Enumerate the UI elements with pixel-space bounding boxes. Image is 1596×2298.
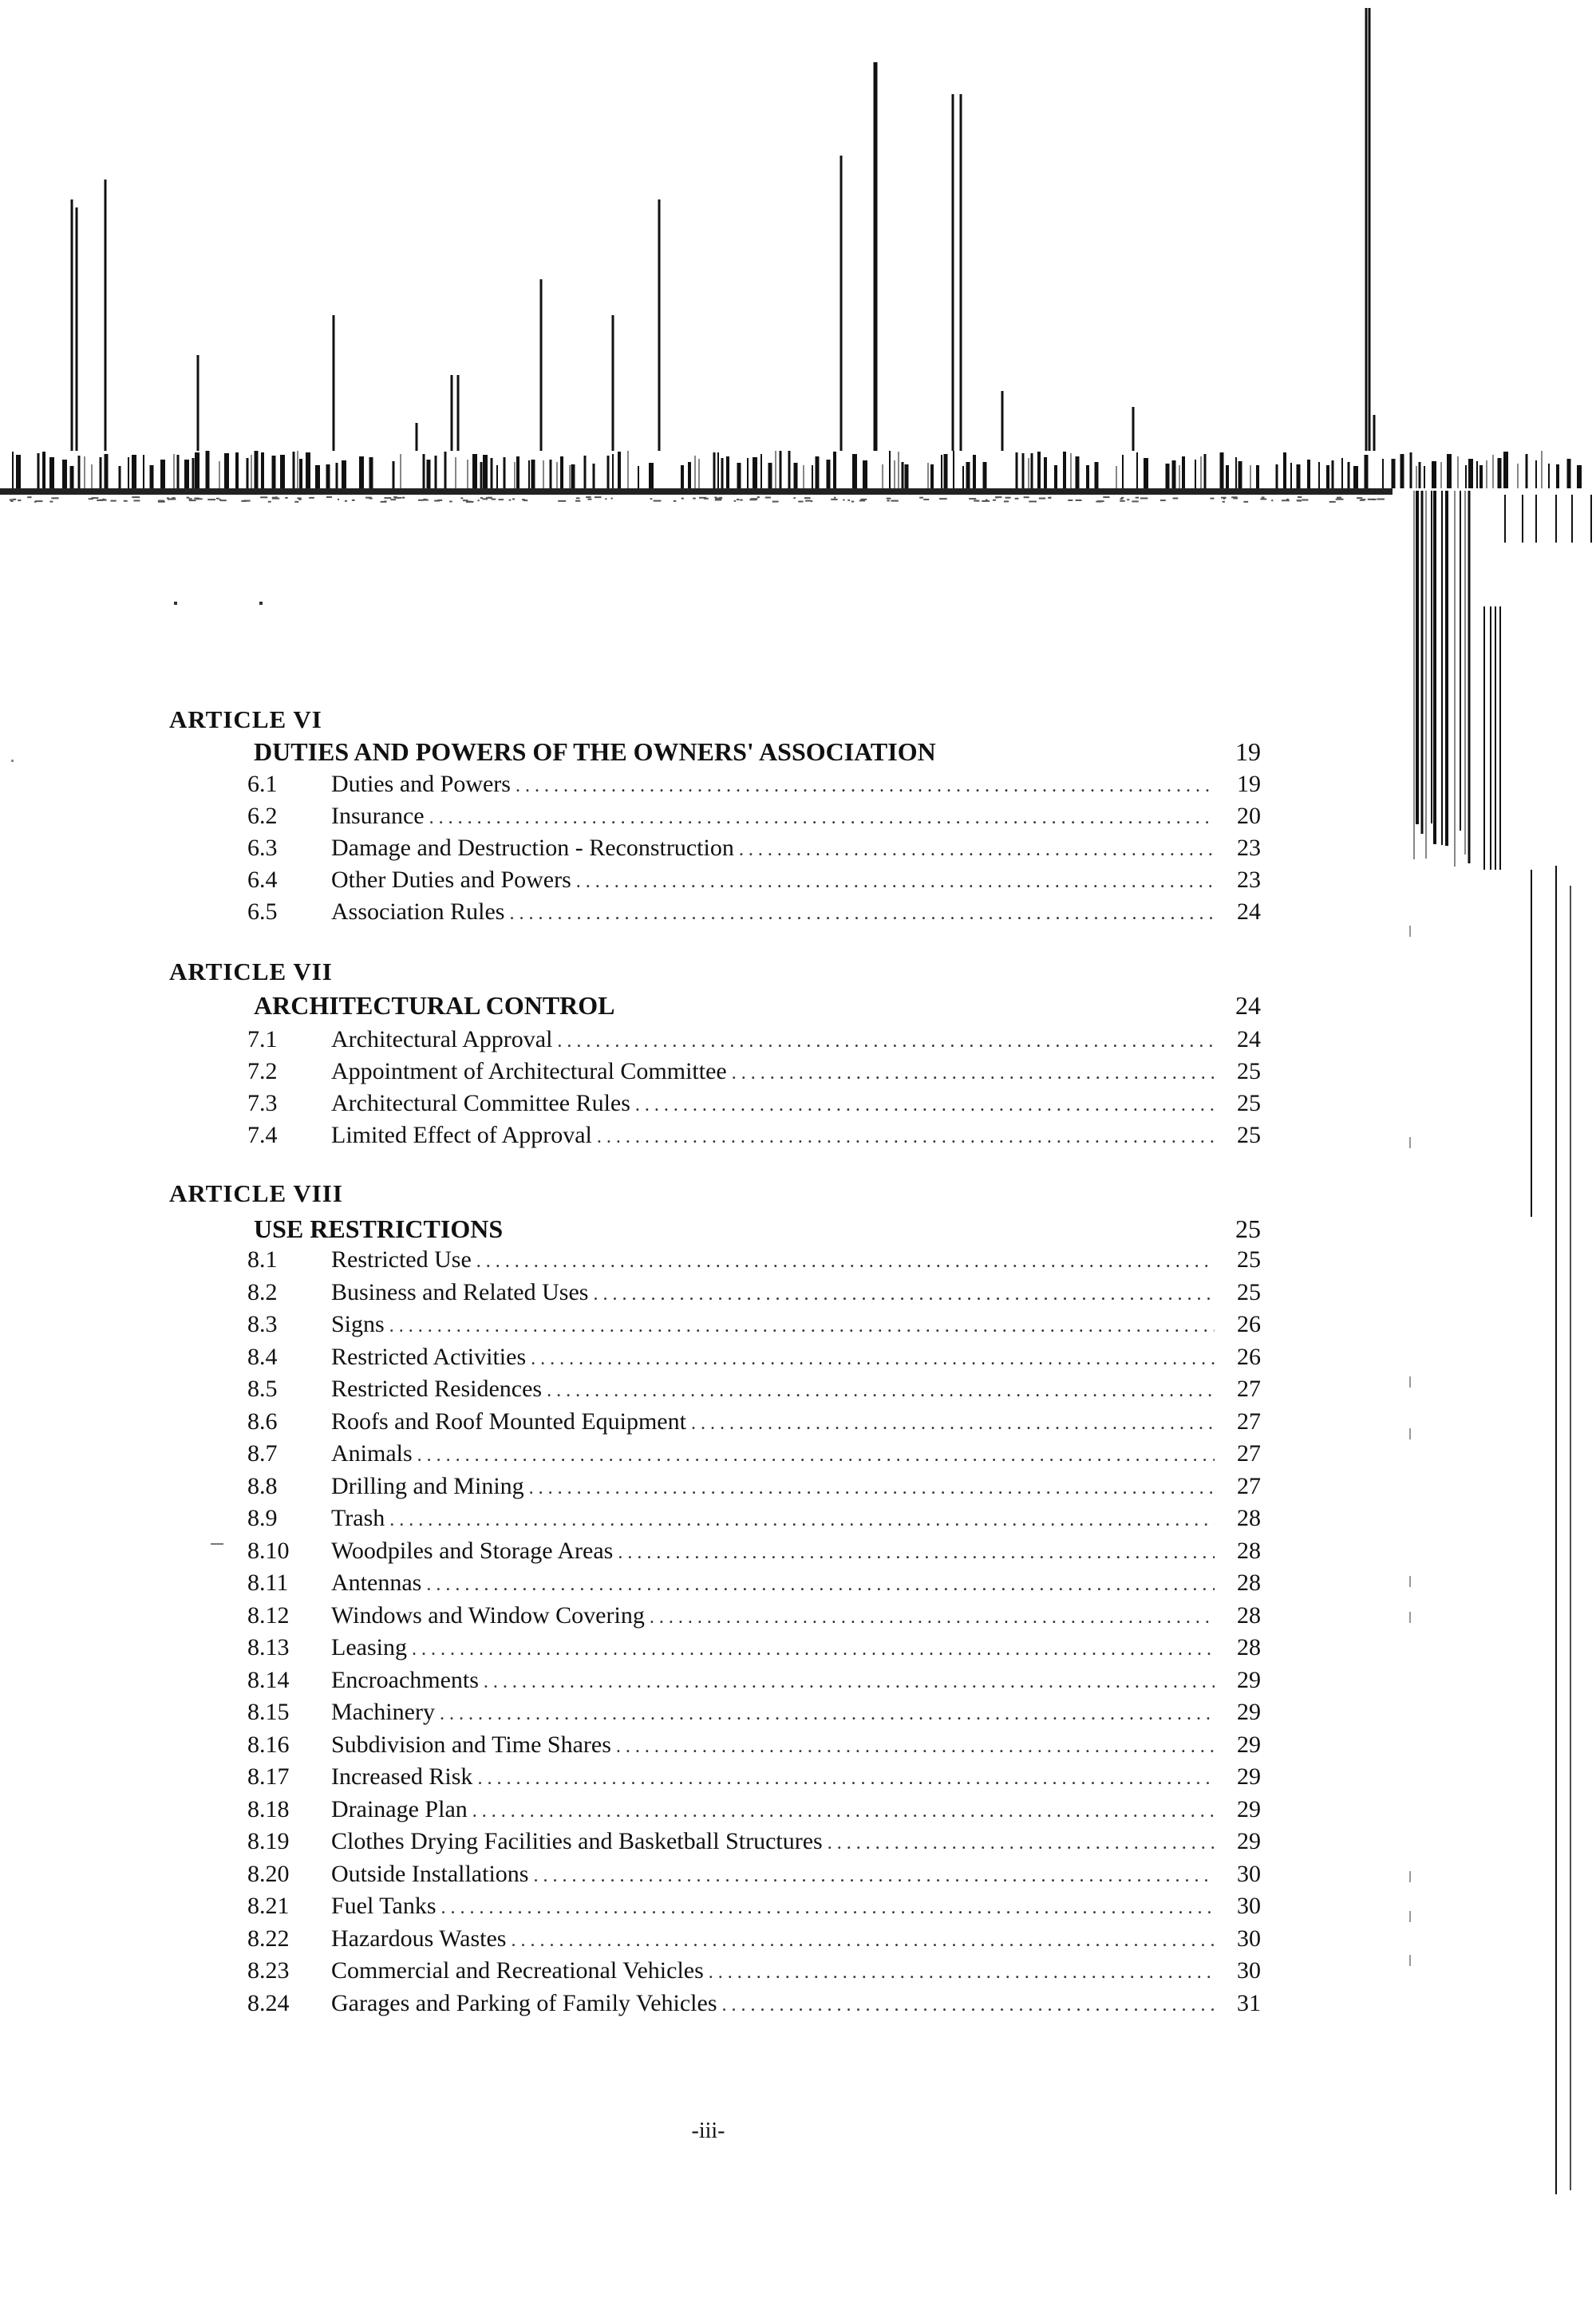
entry-number: 7.2 (247, 1058, 278, 1084)
entry-title: Appointment of Architectural Committee . . . (331, 1058, 1215, 1085)
entry-page: 29 (1237, 1731, 1261, 1758)
entry-number: 8.4 (247, 1343, 278, 1370)
article-title-row (254, 1214, 1261, 1246)
entry-number: 8.24 (247, 1989, 290, 2016)
entry-title: Subdivision and Time Shares . . . (331, 1731, 1215, 1759)
entry-number: 8.20 (247, 1860, 290, 1887)
entry-page: 28 (1237, 1601, 1261, 1629)
toc-entry (247, 1473, 1261, 1505)
toc-entry (247, 1699, 1261, 1731)
entry-number: 7.4 (247, 1122, 278, 1148)
entry-page: 29 (1237, 1666, 1261, 1693)
entry-title: Machinery . . . (331, 1699, 1215, 1726)
toc-entry (247, 1279, 1261, 1311)
entry-page: 24 (1237, 1026, 1261, 1052)
entry-title: Restricted Residences . . . (331, 1376, 1215, 1403)
entry-title: Drilling and Mining . . . (331, 1473, 1215, 1500)
article-title-row (254, 737, 1261, 769)
entry-page: 26 (1237, 1343, 1261, 1370)
entry-title: Architectural Committee Rules . . . (331, 1090, 1215, 1117)
entry-title: Clothes Drying Facilities and Basketball Structures . . . (331, 1828, 1215, 1855)
entry-page: 29 (1237, 1795, 1261, 1822)
entry-page: 30 (1237, 1957, 1261, 1984)
toc-entry (247, 1026, 1261, 1058)
entry-page: 30 (1237, 1860, 1261, 1887)
toc-entry (247, 835, 1261, 867)
entry-page: 28 (1237, 1634, 1261, 1660)
entry-title: Increased Risk . . . (331, 1763, 1215, 1791)
entry-title: Outside Installations . . . (331, 1861, 1215, 1888)
article-title-page: 25 (1235, 1214, 1261, 1243)
entry-title: Drainage Plan . . . (331, 1796, 1215, 1823)
toc-entry (247, 1893, 1261, 1925)
toc-entry (247, 1602, 1261, 1634)
entry-page: 26 (1237, 1311, 1261, 1337)
article-title-row (254, 991, 1261, 1023)
article-title: DUTIES AND POWERS OF THE OWNERS' ASSOCIATION (254, 737, 936, 766)
entry-number: 8.5 (247, 1376, 278, 1402)
toc-entry (247, 771, 1261, 803)
entry-title: Woodpiles and Storage Areas . . . (331, 1538, 1215, 1565)
toc-entry (247, 1731, 1261, 1763)
entry-title: Architectural Approval . . . (331, 1026, 1215, 1053)
entry-page: 25 (1237, 1246, 1261, 1273)
toc-entry (247, 1763, 1261, 1795)
toc-entry (247, 1538, 1261, 1570)
entry-page: 25 (1237, 1122, 1261, 1148)
article-heading: ARTICLE VII (169, 958, 333, 985)
toc-entry (247, 1957, 1261, 1989)
article-heading: ARTICLE VIII (169, 1179, 343, 1207)
toc-entry (247, 1570, 1261, 1601)
entry-page: 30 (1237, 1925, 1261, 1952)
entry-title: Insurance . . . (331, 803, 1215, 830)
toc-entry (247, 1246, 1261, 1278)
entry-title: Hazardous Wastes . . . (331, 1925, 1215, 1953)
entry-title: Trash . . . (331, 1505, 1215, 1532)
entry-number: 8.23 (247, 1957, 290, 1984)
entry-title: Garages and Parking of Family Vehicles . . . (331, 1990, 1215, 2017)
entry-number: 6.5 (247, 898, 278, 925)
entry-number: 8.13 (247, 1634, 290, 1660)
entry-number: 8.15 (247, 1699, 290, 1725)
toc-entry (247, 1090, 1261, 1122)
toc-entry (247, 1311, 1261, 1343)
entry-page: 24 (1237, 898, 1261, 925)
toc-entry (247, 1058, 1261, 1090)
entry-title: Duties and Powers . . . (331, 771, 1215, 798)
toc-entry (247, 1440, 1261, 1472)
entry-number: 7.3 (247, 1090, 278, 1116)
toc-entry (247, 1861, 1261, 1893)
article-title: USE RESTRICTIONS (254, 1214, 504, 1243)
entry-number: 8.2 (247, 1278, 278, 1305)
toc-entry (247, 1990, 1261, 2022)
entry-title: Signs . . . (331, 1311, 1215, 1338)
entry-page: 29 (1237, 1763, 1261, 1790)
entry-number: 8.7 (247, 1440, 278, 1467)
entry-page: 23 (1237, 835, 1261, 861)
entry-page: 28 (1237, 1537, 1261, 1564)
article-title: ARCHITECTURAL CONTROL (254, 991, 615, 1020)
entry-page: 25 (1237, 1090, 1261, 1116)
entry-page: 27 (1237, 1408, 1261, 1435)
entry-number: 8.19 (247, 1828, 290, 1854)
toc-entry (247, 803, 1261, 835)
entry-number: 6.1 (247, 771, 278, 797)
entry-title: Windows and Window Covering . . . (331, 1602, 1215, 1629)
article-heading: ARTICLE VI (169, 705, 322, 733)
toc-entry (247, 1634, 1261, 1666)
entry-number: 7.1 (247, 1026, 278, 1052)
entry-title: Encroachments . . . (331, 1667, 1215, 1694)
entry-title: Commercial and Recreational Vehicles . . . (331, 1957, 1215, 1984)
entry-title: Damage and Destruction - Reconstruction . . . (331, 835, 1215, 862)
entry-title: Animals . . . (331, 1440, 1215, 1467)
entry-page: 31 (1237, 1989, 1261, 2016)
entry-page: 27 (1237, 1440, 1261, 1467)
entry-page: 27 (1237, 1376, 1261, 1402)
entry-number: 8.18 (247, 1795, 290, 1822)
entry-title: Other Duties and Powers . . . (331, 867, 1215, 894)
toc-entry (247, 1505, 1261, 1537)
toc-entry (247, 1344, 1261, 1376)
entry-number: 8.16 (247, 1731, 290, 1758)
entry-number: 8.17 (247, 1763, 290, 1790)
toc-entry (247, 1408, 1261, 1440)
entry-page: 19 (1237, 771, 1261, 797)
entry-page: 29 (1237, 1828, 1261, 1854)
article-title-page: 24 (1235, 991, 1261, 1020)
page-number: -iii- (691, 2118, 725, 2143)
entry-number: 8.9 (247, 1505, 278, 1531)
entry-page: 23 (1237, 867, 1261, 893)
entry-number: 6.2 (247, 803, 278, 829)
entry-title: Roofs and Roof Mounted Equipment . . . (331, 1408, 1215, 1435)
entry-title: Limited Effect of Approval . . . (331, 1122, 1215, 1149)
toc-entry (247, 1796, 1261, 1828)
toc-entry (247, 898, 1261, 930)
entry-number: 8.12 (247, 1601, 290, 1629)
entry-page: 25 (1237, 1278, 1261, 1305)
entry-page: 28 (1237, 1505, 1261, 1531)
entry-number: 8.10 (247, 1537, 290, 1564)
entry-number: 8.8 (247, 1472, 278, 1499)
toc-entry (247, 1925, 1261, 1957)
entry-page: 27 (1237, 1472, 1261, 1499)
entry-number: 8.22 (247, 1925, 290, 1952)
entry-number: 6.3 (247, 835, 278, 861)
entry-number: 8.11 (247, 1570, 289, 1596)
entry-number: 8.3 (247, 1311, 278, 1337)
entry-title: Restricted Use . . . (331, 1246, 1215, 1273)
article-title-page: 19 (1235, 737, 1261, 766)
entry-page: 30 (1237, 1893, 1261, 1919)
entry-page: 25 (1237, 1058, 1261, 1084)
entry-number: 8.14 (247, 1666, 290, 1693)
toc-entry (247, 1828, 1261, 1860)
toc-entry (247, 1376, 1261, 1408)
entry-page: 29 (1237, 1699, 1261, 1725)
entry-title: Fuel Tanks . . . (331, 1893, 1215, 1920)
entry-title: Association Rules . . . (331, 898, 1215, 926)
entry-page: 20 (1237, 803, 1261, 829)
entry-title: Restricted Activities . . . (331, 1344, 1215, 1371)
toc-entry (247, 1667, 1261, 1699)
entry-number: 8.21 (247, 1893, 290, 1919)
entry-title: Business and Related Uses . . . (331, 1279, 1215, 1306)
toc-entry (247, 1122, 1261, 1154)
entry-number: 8.6 (247, 1408, 278, 1435)
entry-title: Antennas . . . (331, 1570, 1215, 1597)
entry-page: 28 (1237, 1570, 1261, 1596)
entry-number: 6.4 (247, 867, 278, 893)
toc-entry (247, 867, 1261, 898)
entry-number: 8.1 (247, 1246, 278, 1273)
entry-title: Leasing . . . (331, 1634, 1215, 1661)
